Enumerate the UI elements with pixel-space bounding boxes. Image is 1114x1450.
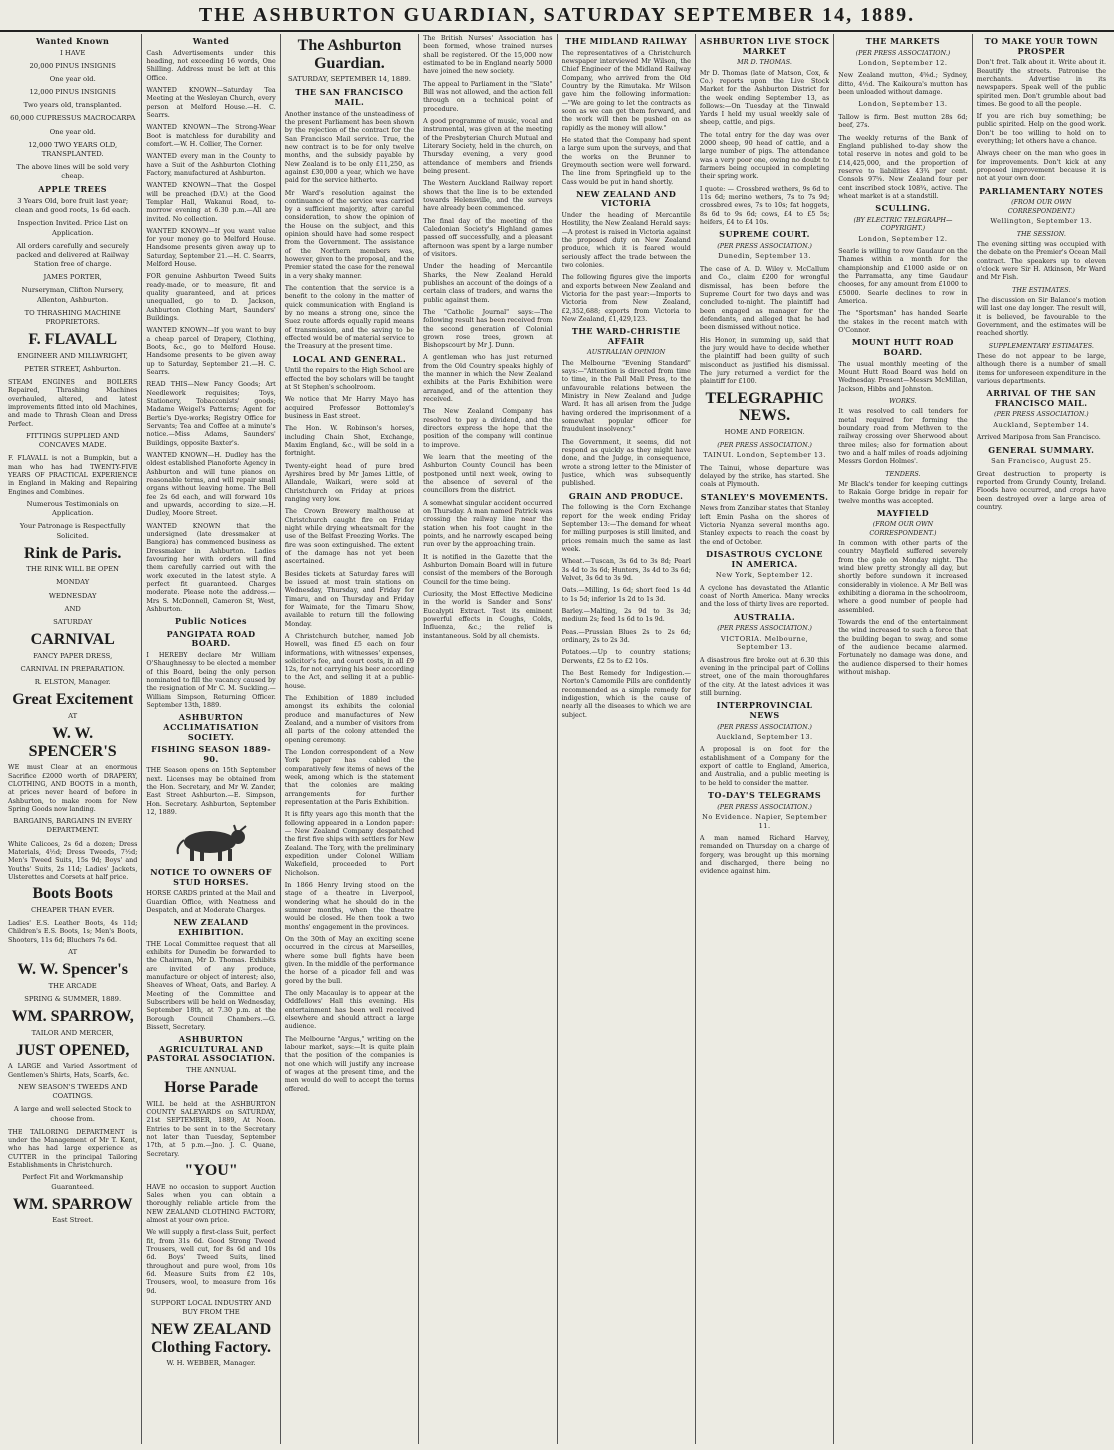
- section-subheading: (PER PRESS ASSOCIATION.): [717, 440, 812, 449]
- ad-display-heading: CARNIVAL: [30, 631, 115, 649]
- masthead: [0, 0, 1114, 32]
- article-paragraph: We learn that the meeting of the Ashburton County Council has been postponed until next week, owing to the absence of several of the councillors from the district.: [423, 453, 553, 495]
- article-paragraph: HORSE CARDS printed at the Mail and Guardian Office, with Neatness and Despatch, and at Moderate Charges.: [146, 889, 276, 915]
- section-heading: PANGIPATA ROAD BOARD.: [166, 629, 256, 649]
- column-1: [4, 34, 142, 1444]
- article-paragraph: Mr Black's tender for keeping cuttings to Rakaia Gorge bridge in repair for twelve months was accepted.: [838, 479, 968, 505]
- article-paragraph: The weekly returns of the Bank of England published to-day show the total reserve in notes and gold to be £14,425,000, and the proportion of reserve to liabilities 43¾ per cent. Consols 97⅝. New Zealand four per cent inscribed stock 108¾, active. The wheat market is at a standstill.: [838, 133, 968, 200]
- article-paragraph: In common with other parts of the country Mayfield suffered severely from the gale on Monday night. The wind blew pretty strongly all day, but shortly before sundown it increased considerably in violence. A Mr Bell was exhibiting a diorama in the schoolroom, where a good number of people had assembled.: [838, 539, 968, 614]
- article-paragraph: WANTED KNOWN—The Strong-Wear Boot is matchless for durability and comfort.—W. H. Collier, The Corner.: [146, 123, 276, 148]
- article-paragraph: The Hon. W. Robinson's horses, including Chain Shot, Exchange, Maxim England, &c., will be sold in a fortnight.: [284, 424, 415, 458]
- ad-line: SATURDAY: [53, 618, 93, 626]
- article-paragraph: The Crown Brewery malthouse at Christchurch caught fire on Friday night while drying wheatsmalt for the use of the Belfast Freezing Works. The fire was soon extinguished. The extent of the damage has not yet been ascertained.: [284, 507, 415, 566]
- article-paragraph: In 1866 Henry Irving stood on the stage of a theatre in Liverpool, wondering what he should do in the summer months, when the theatre would be closed. He then took a two months' engagement in the provinces.: [284, 881, 415, 931]
- column-2: [142, 34, 280, 1444]
- article-paragraph: The "Catholic Journal" says:—The following result has been received from the second generation of Colonial grown rose trees, grown at Bishopscourt by Mr J. Dunn.: [423, 307, 553, 350]
- article-paragraph: A somewhat singular accident occurred on Thursday. A man named Patrick was crossing the railway line near the station when his foot caught in the points, and he narrowly escaped being run over by the approaching train.: [423, 498, 553, 549]
- article-paragraph: Cash Advertisements under this heading, not exceeding 16 words, One Shilling. Address must be left at this Office.: [146, 48, 276, 82]
- article-paragraph: WILL be held at the ASHBURTON COUNTY SALEYARDS on SATURDAY, 21st SEPTEMBER, 1889, At Noon. Entries to be sent in to the Secretary not later than Tuesday, September 17th, at 5 p.m.—Jno. J. C. Quane, Secretary.: [146, 1099, 276, 1158]
- ad-display-heading: WM. SPARROW,: [11, 1008, 134, 1026]
- section-heading: LOCAL AND GENERAL.: [292, 354, 407, 364]
- section-heading: NOTICE TO OWNERS OF STUD HORSES.: [150, 868, 272, 887]
- ad-display-heading: Boots Boots: [32, 885, 113, 903]
- ad-line: CHEAPER THAN EVER.: [30, 905, 115, 914]
- article-paragraph: WANTED KNOWN—If you want to buy a cheap parcel of Drapery, Clothing, Boots, &c., go to Melford House. Handsome presents to be given away up to Saturday, September 21.—H. C. Searrs.: [146, 326, 276, 377]
- section-heading: INTERPROVINCIAL NEWS: [716, 701, 813, 720]
- article-paragraph: News from Zanzibar states that Stanley left Emin Pasha on the shores of Victoria Nyanza several months ago. Stanley expects to reach the coast by the end of October.: [699, 504, 830, 546]
- column-4: [419, 34, 557, 1444]
- newspaper-title: THE ASHBURTON GUARDIAN, SATURDAY SEPTEMBER 14, 1889.: [198, 4, 916, 26]
- column-6: [696, 34, 834, 1444]
- article-paragraph: WANTED every man in the County to have a Suit of the Ashburton Clothing Factory, manufactured at Ashburton.: [146, 152, 276, 177]
- ad-line: One year old.: [49, 74, 96, 83]
- article-paragraph: The British Nurses' Association has been formed, whose trained nurses shall be registered. Of the 15,000 now estimated to be in England nearly 5000 have joined the new society.: [423, 34, 553, 76]
- article-paragraph: On the 30th of May an exciting scene occurred in the circus at Marseilles, where some bull fights have been given. In the middle of the performance the horse of a picador fell and was gored by the bull.: [284, 935, 415, 985]
- article-paragraph: Always cheer on the man who goes in for improvements. Don't kick at any proposed improvement because it is not at your own door.: [976, 149, 1106, 183]
- article-paragraph: THE Local Committee request that all exhibits for Dunedin be forwarded to the Chairman, Mr D. Thomas. Exhibits are invited of any produce, manufacture or object of interest; also, Sheaves of Wheat, Oats, and Barley. A Meeting of the Committee and Subscribers will be held on Wednesday, September 18th, at 7.30 p.m. at the Borough Council Chambers.—G. Bissett, Secretary.: [146, 939, 276, 1031]
- article-paragraph: Ladies' E.S. Leather Boots, 4s 11d; Children's E.S. Boots, 1s; Men's Boots, Shooters, 11s 6d; Bluchers 7s 6d.: [8, 918, 138, 944]
- article-paragraph: I quote: — Crossbred wethers, 9s 6d to 11s 6d; merino wethers, 7s to 7s 9d; crossbred ewes, 7s to 10s; fat hoggets, 8s 6d to 9s 6d; cows, £4 to £5 5s; heifers, £4 to £4 10s.: [699, 184, 830, 227]
- ad-line: THE RINK WILL BE OPEN: [26, 565, 119, 574]
- ad-display-heading: F. FLAVALL: [28, 331, 117, 349]
- article-paragraph: The "Sportsman" has handed Searle the stakes in the recent match with O'Connor.: [838, 309, 968, 335]
- article-paragraph: WANTED KNOWN—If you want value for your money go to Melford House. Handsome presents given away up to Saturday, September 21.—H. C. Searrs, Melford House.: [146, 226, 276, 269]
- ad-display-heading: NEW ZEALAND Clothing Factory.: [150, 1321, 272, 1356]
- article-paragraph: If you are rich buy something; be public spirited. Help on the good work. Don't be too willing to hold on to everything; let others have a chance.: [976, 112, 1106, 146]
- section-subheading: MR D. THOMAS.: [737, 58, 792, 67]
- article-paragraph: The discussion on Sir Balance's motion will last one day longer. The result will, it is believed, be favourable to the Government, and the estimates will be reached shortly.: [976, 295, 1106, 338]
- ad-line: Inspection Invited. Price List on Application.: [17, 219, 128, 237]
- ad-line: AT: [68, 947, 78, 956]
- section-heading: APPLE TREES: [38, 185, 108, 195]
- article-paragraph: A Christchurch butcher, named Job Howell, was fined £5 each on four informations, with witnesses' expenses, solicitor's fee, and court costs, in all £9 12s, for not carrying his beer according to the Act, and selling it at a public-house.: [284, 631, 415, 690]
- ad-line: ENGINEER AND MILLWRIGHT,: [17, 351, 128, 360]
- article-paragraph: Peas.—Prussian Blues 2s to 2s 6d; ordinary, 2s to 2s 3d.: [561, 627, 691, 644]
- article-paragraph: The total entry for the day was over 2000 sheep, 90 head of cattle, and a large number of pigs. The attendance was a very poor one, owing no doubt to farmers being occupied in completing their spring work.: [699, 130, 830, 181]
- article-paragraph: The following figures give the imports and exports between New Zealand and Victoria for the past year:—Imports to Victoria from New Zealand, £2,352,688; exports from Victoria to New Zealand, £1,429,123.: [561, 273, 691, 323]
- column-8: [973, 34, 1110, 1444]
- section-heading: STANLEY'S MOVEMENTS.: [700, 492, 829, 502]
- column-7: [834, 34, 972, 1444]
- section-subheading: (PER PRESS ASSOCIATION.): [717, 722, 812, 731]
- section-heading: MOUNT HUTT ROAD BOARD.: [851, 338, 954, 357]
- article-paragraph: Mr D. Thomas (late of Matson, Cox, & Co.) reports upon the Live Stock Market for the Ashburton District for the week ending September 13, as follows:—On Tuesday at the Tinwald Yards I held my usual weekly sale of sheep, cattle, and pigs.: [699, 68, 830, 127]
- section-heading: Wanted Known: [36, 37, 110, 46]
- ad-line: THE ARCADE: [48, 981, 97, 990]
- ad-display-heading: W. W. SPENCER'S: [28, 725, 117, 760]
- section-subheading: (BY ELECTRIC TELEGRAPH—COPYRIGHT.): [853, 215, 953, 233]
- section-heading: Wanted: [192, 37, 230, 46]
- ad-line: NEW SEASON'S TWEEDS AND COATINGS.: [17, 1083, 128, 1101]
- article-paragraph: The following is the Corn Exchange report for the week ending Friday September 13:—The demand for wheat for milling purposes is still limited, and prices remain much the same as last week.: [561, 503, 691, 553]
- article-paragraph: Potatoes.—Up to country stations; Derwents, £2 5s to £2 10s.: [561, 648, 691, 665]
- article-paragraph: F. FLAVALL is not a Bumpkin, but a man who has had TWENTY-FIVE YEARS OF PRACTICAL EXPERIENCE in England in Making and Repairing Engines and Combines.: [8, 454, 138, 496]
- article-paragraph: The Melbourne "Argus," writing on the labour market, says:—It is quite plain that the position of the companies is not one which will justify any increase of wages at the present time, and the men would do well to accept the terms offered.: [284, 1034, 415, 1093]
- article-paragraph: These do not appear to be large, although there is a number of small items for unforeseen expenditure in the various departments.: [976, 351, 1106, 385]
- ad-line: 12,000 PINUS INSIGNIS: [29, 88, 116, 97]
- ad-display-heading: Great Excitement: [12, 691, 134, 709]
- section-heading: PARLIAMENTARY NOTES: [979, 186, 1104, 196]
- article-paragraph: Mr Ward's resolution against the continuance of the service was carried by a sufficient majority, after careful consideration, to show the opinion of the House on the subject, and this opinion should have had some respect from the Government. The assistance of the Northern members was, however, given to the proposal, and the Premier stated the case for the renewal in a very shaky manner.: [284, 188, 415, 280]
- ad-line: TAILOR AND MERCER,: [31, 1028, 114, 1037]
- dateline: Wellington, September 13.: [990, 217, 1093, 226]
- section-heading: NEW ZEALAND AND VICTORIA: [576, 189, 677, 209]
- ad-display-heading: W. W. Spencer's: [17, 961, 128, 979]
- section-heading: GRAIN AND PRODUCE.: [568, 491, 684, 501]
- ad-line: FITTINGS SUPPLIED AND CONCAVES MADE.: [26, 432, 120, 450]
- article-paragraph: White Calicoes, 2s 6d a dozen; Dress Materials, 4½d; Dress Tweeds, 7½d; Men's Tweed Suits, 15s 9d; Boys' and Youths' Suits, 2s 11d; Ladies' Jackets, Ulsterettes and Corsets at half price.: [8, 839, 138, 881]
- article-paragraph: The London correspondent of a New York paper has cabled the comparatively few items of news of the week, among which is the statement that the colonies are making arrangements for further representation at the Paris Exhibition.: [284, 748, 415, 807]
- article-paragraph: The New Zealand Company has resolved to pay a dividend, and the directors express the hope that the position of the company will continue to improve.: [423, 407, 553, 449]
- section-heading: FISHING SEASON 1889-90.: [151, 745, 272, 764]
- section-subheading: THE SESSION.: [1016, 229, 1066, 238]
- article-paragraph: WANTED KNOWN—H. Dudley has the oldest established Pianoforte Agency in Ashburton and will tune pianos on reasonable terms, and will repair small organs without leaving home. The Bell fee 2s 6d each, and will forward 10s and upwards, according to size.—H. Dudley, Moore Street.: [146, 451, 276, 518]
- article-paragraph: Barley.—Malting, 2s 9d to 3s 3d; medium 2s; feed 1s 6d to 1s 9d.: [561, 606, 691, 624]
- section-heading: ARRIVAL OF THE SAN FRANCISCO MAIL.: [986, 389, 1097, 408]
- ad-line: Perfect Fit and Workmanship Guaranteed.: [22, 1173, 124, 1191]
- dateline: No Evidence. Napier, September 11.: [702, 813, 828, 830]
- article-paragraph: WANTED KNOWN—That the Gospel will be preached (D.V.) at the Good Templar Hall, Wakanui Road, to-morrow evening at 6.30 p.m.—All are invited. No collection.: [146, 181, 276, 223]
- ad-line: SUPPORT LOCAL INDUSTRY AND BUY FROM THE: [150, 1298, 272, 1317]
- section-subheading: WORKS.: [889, 396, 917, 405]
- ad-line: SATURDAY, SEPTEMBER 14, 1889.: [287, 75, 411, 84]
- article-paragraph: The final day of the meeting of the Caledonian Society's Highland games passed off successfully, and a pleasant afternoon was spent by a large number of visitors.: [423, 216, 553, 258]
- article-paragraph: Oats.—Milling, 1s 6d; short feed 1s 4d to 1s 5d; inferior 1s 2d to 1s 3d.: [561, 586, 691, 603]
- dateline: Auckland, September 13.: [716, 732, 813, 741]
- section-heading: THE SAN FRANCISCO MAIL.: [295, 88, 404, 107]
- ad-line: BARGAINS, BARGAINS IN EVERY DEPARTMENT.: [13, 817, 132, 835]
- section-heading: DISASTROUS CYCLONE IN AMERICA.: [706, 549, 823, 569]
- article-paragraph: It was resolved to call tenders for metal required for forming the boundary road from Methven to the railway crossing over Sherwood about three miles; also for formation about two and a half miles of roads adjoining Messrs Gordon Holmes'.: [838, 407, 968, 466]
- article-paragraph: WANTED KNOWN—Saturday Tea Meeting at the Wesleyan Church, every person at Melford House.—H. C. Searrs.: [146, 85, 276, 119]
- article-paragraph: We will supply a first-class Suit, perfect fit, from 31s 6d. Good Strong Tweed Trousers, well cut, for 8s 6d and 10s 6d. Boys' Tweed Suits, lined throughout and pure wool, from 10s 6d. Measure Suits from £2 10s, Trousers, wool, to measure from 16s 9d.: [146, 1228, 276, 1295]
- dateline: London, September 12.: [858, 234, 948, 243]
- section-heading: THE WARD-CHRISTIE AFFAIR: [571, 327, 681, 346]
- article-paragraph: The Tainui, whose departure was delayed by the strike, has started. She coals at Plymouth.: [699, 463, 830, 489]
- ad-line: Nurseryman, Clifton Nursery, Allenton, Ashburton.: [21, 286, 124, 304]
- section-heading: AUSTRALIA.: [733, 612, 796, 622]
- ad-line: W. H. WEBBER, Manager.: [166, 1359, 256, 1368]
- ad-line: AND: [64, 604, 81, 613]
- ad-line: I HAVE: [60, 48, 86, 57]
- ad-line: Your Patronage is Respectfully Solicited.: [19, 522, 126, 540]
- section-heading: TO MAKE YOUR TOWN PROSPER: [984, 37, 1099, 56]
- article-paragraph: New Zealand mutton, 4⅝d.; Sydney, ditto, 4½d. The Kaikoura's mutton has been unloaded without damage.: [838, 71, 968, 97]
- article-paragraph: Arrived Mariposa from San Francisco.: [976, 433, 1101, 442]
- dateline: London, September 12.: [858, 58, 948, 67]
- article-paragraph: A gentleman who has just returned from the Old Country speaks highly of the manner in which the New Zealand exhibits at the Paris Exhibition were arranged, and of the attention they received.: [423, 353, 553, 404]
- ad-display-heading: Rink de Paris.: [24, 544, 122, 562]
- dateline: New York, September 12.: [715, 571, 814, 580]
- article-paragraph: Until the repairs to the High School are effected the boy scholars will be taught at St Stephen's schoolroom.: [284, 366, 415, 391]
- article-paragraph: Curiosity, the Most Effective Medicine in the world is Sander and Sons' Eucalypti Extract. Test its eminent powerful effects in Coughs, Colds, Influenza, &c.; the relief is instantaneous. Sold by all chemists.: [423, 590, 553, 640]
- article-paragraph: A LARGE and Varied Assortment of Gentlemen's Shirts, Hats, Scarfs, &c.: [8, 1062, 138, 1079]
- section-heading: MAYFIELD: [876, 508, 930, 518]
- column-3: [281, 34, 419, 1444]
- article-paragraph: The only Macaulay is to appear at the Oddfellows' Hall this evening. His entertainment has been well received elsewhere and should attract a large audience.: [284, 988, 415, 1031]
- newspaper-columns: [4, 34, 1110, 1444]
- article-paragraph: He stated that the Company had spent a large sum upon the surveys, and that the works on the Brunner to Greymouth section were well forward. The line from Springfield up to the Cass would be put in hand shortly.: [561, 135, 691, 186]
- article-paragraph: Under the heading of Mercantile Sharks, the New Zealand Herald publishes an account of the doings of a certain class of traders, and warns the public against them.: [423, 262, 553, 304]
- article-paragraph: WANTED KNOWN that the undersigned (late dressmaker at Bangiora) has commenced business as Dressmaker in Ashburton. Ladies favouring her with orders will find them carefully carried out with the work executed in the latest style. A perfect fit guaranteed. Charges moderate. Please note the address.—Mrs S. McDonnell, Cameron St, West, Ashburton.: [146, 521, 276, 613]
- ad-line: 12,000 TWO YEARS OLD, TRANSPLANTED.: [28, 140, 118, 158]
- ad-line: R. ELSTON, Manager.: [34, 678, 111, 687]
- ad-line: 3 Years Old, bore fruit last year; clean and good roots, 1s 6d each.: [14, 197, 131, 215]
- article-paragraph: A proposal is on foot for the establishment of a Company for the export of cattle to England, America, and Australia, and a public meeting is to be held to consider the matter.: [699, 745, 830, 787]
- section-subheading: TENDERS.: [885, 469, 921, 478]
- article-paragraph: A cyclone has devastated the Atlantic coast of North America. Many wrecks and the loss of thirty lives are reported.: [699, 583, 830, 609]
- ad-line: A large and well selected Stock to choose from.: [13, 1105, 132, 1123]
- ad-line: FANCY PAPER DRESS,: [33, 651, 113, 660]
- ad-line: The above lines will be sold very cheap.: [16, 163, 129, 181]
- article-paragraph: WE must Clear at an enormous Sacrifice £2000 worth of DRAPERY, CLOTHING, AND BOOTS in a month, at prices never heard of before in Ashburton, to make room for New Spring Goods now landing.: [8, 763, 138, 813]
- section-subheading: (FROM OUR OWN CORRESPONDENT.): [1007, 198, 1075, 215]
- dateline: San Francisco, August 25.: [991, 457, 1092, 466]
- article-paragraph: STEAM ENGINES and BOILERS Repaired, Thrashing Machines overhauled, altered, and latest improvements fitted into old Machines, and made to Thrash Clean and Dress Perfect.: [8, 378, 138, 428]
- article-paragraph: Besides tickets at Saturday fares will be issued at most train stations on Wednesday, Thursday, and Friday for Timaru, and on Thursday and Friday for Waimate, for the Timaru Show, available to return till the following Monday.: [284, 569, 415, 628]
- ad-display-heading: JUST OPENED,: [15, 1041, 130, 1059]
- section-heading: THE MARKETS: [865, 37, 941, 46]
- section-heading: TO-DAY'S TELEGRAMS: [708, 791, 822, 801]
- ad-display-heading: Horse Parade: [164, 1079, 258, 1097]
- ad-line: AT: [68, 711, 78, 720]
- article-paragraph: The Government, it seems, did not respond as quickly as they might have done, and the Judge, in consequence, wrote a strong letter to the Minister of Justice, which was subsequently published.: [561, 437, 691, 488]
- article-paragraph: The Western Auckland Railway report shows that the line is to be extended towards Helensville, and the surveys have already been commenced.: [423, 179, 553, 213]
- article-paragraph: Another instance of the unsteadiness of the present Parliament has been shown by the rejection of the contract for the San Francisco Mail service. True, the new contract is to be for only twelve months, and the subsidy payable by New Zealand is to be only £11,250, as against £30,000 a year, which we have paid for the service hitherto.: [284, 109, 415, 185]
- article-paragraph: THE Season opens on 15th September next. Licenses may be obtained from the Hon. Secretary, and Mr W. Zander, East Street Ashburton.—E. Simpson, Hon. Secretary. Ashburton, September 12, 1889.: [146, 766, 276, 816]
- article-paragraph: Towards the end of the entertainment the wind increased to such a force that the building began to sway, and some of the audience became alarmed. Fortunately no damage was done, and the audience dispersed to their homes without mishap.: [838, 618, 968, 677]
- column-5: [558, 34, 696, 1444]
- ad-display-heading: "YOU": [184, 1162, 238, 1180]
- article-paragraph: Twenty-eight head of pure bred Ayrshires bred by Mr James Little, of Allandale, Waikari, were sold at Christchurch on Friday at prices ranging very low.: [284, 461, 415, 503]
- section-heading: SUPREME COURT.: [719, 230, 810, 240]
- ad-line: TO THRASHING MACHINE PROPRIETORS.: [24, 308, 121, 326]
- article-paragraph: Under the heading of Mercantile Hostility, the New Zealand Herald says:—A protest is raised in Victoria against the proposed duty on New Zealand produce, which it is feared would seriously affect the trade between the two colonies.: [561, 211, 691, 269]
- ad-line: SPRING & SUMMER, 1889.: [24, 994, 122, 1003]
- ad-display-heading: WM. SPARROW: [12, 1195, 133, 1213]
- dateline: VICTORIA. Melbourne, September 13.: [720, 634, 809, 652]
- article-paragraph: Searle is willing to row Gaudaur on the Thames within a month for the championship and £1000 aside or on the Parramatta, any time Gaudaur chooses, for any amount from £1000 to £5000. Searle declines to row in America.: [838, 247, 968, 306]
- article-paragraph: The contention that the service is a benefit to the colony in the matter of quick communication with England is by no means a strong one, since the Suez route affords equally rapid means of transmission, and the saving to be effected would be of material service to the Treasury at the present time.: [284, 284, 415, 351]
- ad-line: WEDNESDAY: [48, 591, 97, 600]
- article-paragraph: Wheat.—Tuscan, 3s 6d to 3s 8d; Pearl 3s 4d to 3s 6d; Hunters, 3s 4d to 3s 6d; Velvet, 3s 6d to 3s 9d.: [561, 557, 691, 582]
- article-paragraph: Great destruction to property is reported from Grundy County, Ireland. Floods have occurred, and crops have been destroyed over a large area of country.: [976, 469, 1106, 512]
- article-paragraph: A man named Richard Harvey, remanded on Thursday on a charge of forgery, was brought up this morning and discharged, there being no evidence against him.: [699, 834, 830, 876]
- ad-line: JAMES PORTER,: [43, 273, 102, 282]
- ad-line: THE ANNUAL: [186, 1066, 236, 1075]
- article-paragraph: The Exhibition of 1889 included amongst its exhibits the colonial produce and manufactures of New Zealand, and a number of visitors from all parts of the colony attended the opening ceremony.: [284, 694, 415, 744]
- ad-line: East Street.: [52, 1216, 94, 1225]
- article-paragraph: The evening sitting was occupied with the debate on the Premier's Ocean Mail contract. The speakers up to eleven o'clock were Sir H. Atkinson, Mr Ward and Mr Fish.: [976, 239, 1106, 282]
- section-heading: SCULLING.: [875, 204, 931, 214]
- section-heading: Public Notices: [175, 617, 248, 627]
- article-paragraph: HAVE no occasion to support Auction Sales when you can obtain a thoroughly reliable article from the NEW ZEALAND CLOTHING FACTORY, almost at your own price.: [146, 1182, 276, 1224]
- dateline: Auckland, September 14.: [993, 420, 1090, 429]
- ad-line: Two years old, transplanted.: [23, 101, 122, 110]
- article-paragraph: It is fifty years ago this month that the following appeared in a London paper:— New Zealand Company despatched the first five ships with settlers for New Zealand. The Tory, with the preliminary expedition under Colonel William Wakefield, proceeded to Port Nicholson.: [284, 810, 415, 877]
- ad-line: One year old.: [49, 127, 96, 136]
- article-paragraph: The Melbourne "Evening Standard" says:—"Attention is directed from time to time, in the Pall Mall Press, to the unfavourable relations between the Ministry in New Zealand and Judge Ward. It has all arisen from the Judge having ordered the imprisonment of a somewhat popular officer for fraudulent insolvency.": [561, 358, 691, 434]
- dateline: London, September 13.: [858, 100, 948, 109]
- dateline: Dunedin, September 13.: [718, 252, 811, 261]
- dateline: TAINUI. London, September 13.: [703, 451, 826, 460]
- section-subheading: (FROM OUR OWN CORRESPONDENT.): [869, 520, 937, 537]
- ad-line: 60,000 CUPRESSUS MACROCARPA: [10, 114, 136, 123]
- section-subheading: (PER PRESS ASSOCIATION.): [993, 410, 1089, 419]
- section-heading: THE MIDLAND RAILWAY: [565, 37, 688, 46]
- ad-line: Numerous Testimonials on Application.: [26, 500, 119, 518]
- article-paragraph: Tallow is firm. Best mutton 28s 6d; beef, 27s.: [838, 113, 968, 130]
- ad-line: MONDAY: [56, 578, 90, 587]
- ad-line: PETER STREET, Ashburton.: [24, 364, 121, 373]
- article-paragraph: We notice that Mr Harry Mayo has acquired Professor Bottomley's business in East street.: [284, 395, 415, 420]
- ad-line: All orders carefully and securely packed and delivered at Railway Station free of charge.: [16, 241, 129, 269]
- section-heading: NEW ZEALAND EXHIBITION.: [173, 918, 249, 938]
- article-paragraph: READ THIS—New Fancy Goods; Art Needlework requisites; Toys, Stationery, Tobacconists' goods; Madame Weigel's Patterns; Agent for Bertie's Dye-works; Registry Office for Servants; Tea and Coffee at a minute's notice.—Miss Adams, Saunders' Buildings, opposite Baxter's.: [146, 380, 276, 447]
- section-subheading: SUPPLEMENTARY ESTIMATES.: [988, 341, 1094, 350]
- article-paragraph: The usual monthly meeting of the Mount Hutt Road Board was held on Wednesday. Present—Messrs McMillan, Jackson, Hibbs and Johnston.: [838, 359, 968, 393]
- article-paragraph: THE TAILORING DEPARTMENT is under the Management of Mr T. Kent, who has had large experience as CUTTER in the principal Tailoring Establishments in Christchurch.: [8, 1127, 138, 1170]
- article-paragraph: I HEREBY declare Mr William O'Shaughnessy to be elected a member of this Board, being the only person nominated to fill the vacancy caused by the resignation of Mr C. M. Suckling.—William Simpson, Returning Officer. September 13th, 1889.: [146, 651, 276, 710]
- article-paragraph: The Best Remedy for Indigestion.—Norton's Camomile Pills are confidently recommended as a simple remedy for indigestion, which is the cause of nearly all the diseases to which we are subject.: [561, 668, 691, 719]
- section-subheading: (PER PRESS ASSOCIATION.): [855, 48, 951, 57]
- ad-line: CARNIVAL IN PREPARATION.: [20, 664, 125, 673]
- section-subheading: (PER PRESS ASSOCIATION.): [717, 802, 812, 811]
- article-paragraph: The representatives of a Christchurch newspaper interviewed Mr Wilson, the Chief Engineer of the Midland Railway Company, who arrived from the Old Country by the Rimutaka. Mr Wilson gave him the following information:—"We are going to let the contracts as soon as we can get them forward, and the work will then be pushed on as rapidly as the money will allow.": [561, 48, 691, 132]
- bull-illustration: [166, 820, 256, 864]
- section-heading: ASHBURTON LIVE STOCK MARKET: [699, 37, 830, 56]
- ad-line: HOME AND FOREIGN.: [724, 427, 805, 436]
- section-heading: ASHBURTON ACCLIMATISATION SOCIETY.: [163, 713, 259, 742]
- section-subheading: (PER PRESS ASSOCIATION.): [717, 624, 812, 633]
- ad-line: 20,000 PINUS INSIGNIS: [29, 61, 116, 70]
- article-paragraph: It is notified in the Gazette that the Ashburton Domain Board will in future consist of the members of the Borough Council for the time being.: [423, 552, 553, 586]
- ad-display-heading: TELEGRAPHIC NEWS.: [705, 389, 824, 425]
- article-paragraph: FOR genuine Ashburton Tweed Suits ready-made, or to measure, fit and quality guaranteed, and at prices unequalled, go to D. Jackson, Ashburton Clothing Mart, Saunders' Buildings.: [146, 272, 276, 323]
- article-paragraph: Don't fret. Talk about it. Write about it. Beautify the streets. Patronise the merchants. Advertise in its newspapers. Speak well of the public spirited men. Don't grumble about bad times. Be good to all the people.: [976, 58, 1106, 108]
- section-subheading: THE ESTIMATES.: [1012, 285, 1071, 294]
- section-subheading: AUSTRALIAN OPINION: [587, 348, 666, 357]
- article-paragraph: His Honor, in summing up, said that the jury would have to decide whether the plaintiff had been guilty of such misconduct as justified his dismissal. The jury returned a verdict for the plaintiff for £100.: [699, 335, 830, 386]
- section-subheading: (PER PRESS ASSOCIATION.): [717, 242, 812, 251]
- article-paragraph: A good programme of music, vocal and instrumental, was given at the meeting of the Presbyterian Church Mutual and Literary Society, held in the church, on Thursday evening, a very good attendance of members and friends being present.: [423, 116, 553, 175]
- article-paragraph: The appeal to Parliament in the "Slate" Bill was not allowed, and the action fell through on a technical point of procedure.: [423, 79, 553, 113]
- ad-display-heading: The Ashburton Guardian.: [297, 37, 402, 72]
- section-heading: ASHBURTON AGRICULTURAL AND PASTORAL ASSOCIATION.: [146, 1035, 276, 1064]
- article-paragraph: A disastrous fire broke out at 6.30 this evening in the principal part of Collins street, one of the main thoroughfares of the city. At the latest advices it was still burning.: [699, 655, 830, 698]
- article-paragraph: The case of A. D. Wiley v. McCallum and Co., claim £200 for wrongful dismissal, has been before the Supreme Court for two days and was concluded to-night. The plaintiff had been engaged as manager for the defendants, and alleged that he had been dismissed without notice.: [699, 264, 830, 332]
- section-heading: GENERAL SUMMARY.: [988, 445, 1095, 455]
